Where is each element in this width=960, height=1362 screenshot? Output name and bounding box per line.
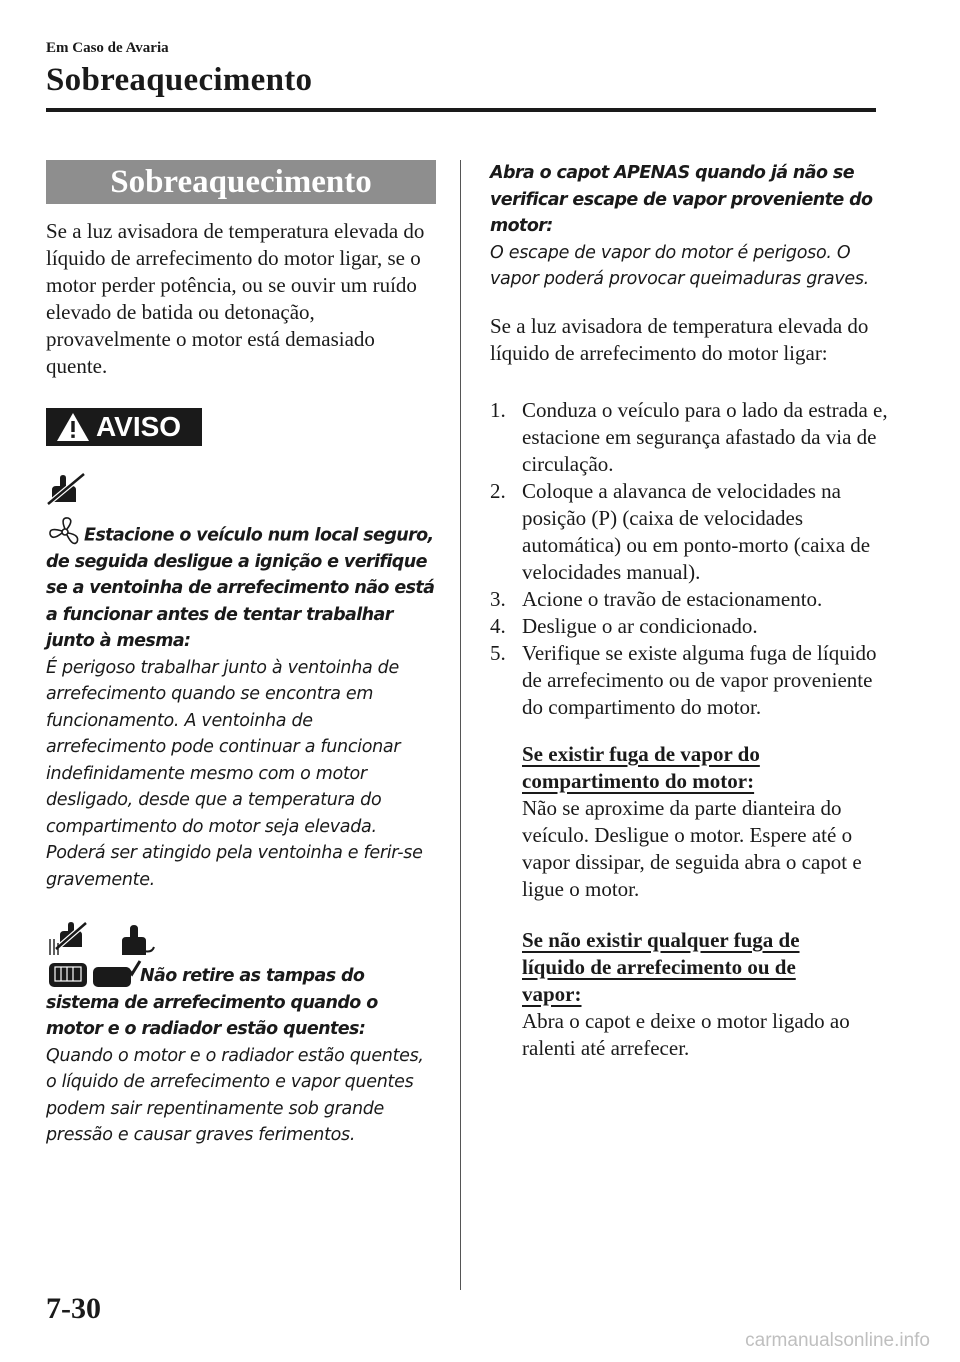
- steam-leak-case: [522, 741, 890, 903]
- no-leak-case: [522, 927, 890, 1062]
- hood-warning-body: O escape de vapor do motor é perigoso. O vapor poderá provocar queimaduras graves.: [490, 242, 869, 289]
- no-leak-title-line1: Se não existir qualquer fuga de: [522, 927, 800, 952]
- step-text: Verifique se existe alguma fuga de líquido de arrefecimento ou de vapor proveniente do compartimento do motor.: [522, 640, 877, 719]
- step-number: 3.: [490, 586, 506, 611]
- fan-warning-body: É perigoso trabalhar junto à ventoinha de arrefecimento quando se encontra em funcionamento. A ventoinha de arrefecimento pode continuar a funcionar indefinidamente mesmo com o motor desligado, desde que a temperatura do compartimento do motor seja elevada. Poderá ser atingido pela ventoinha e ferir-se gravemente.: [46, 657, 423, 890]
- list-item: [490, 613, 890, 640]
- column-divider: [460, 160, 461, 1290]
- watermark: carmanualsonline.info: [745, 1330, 930, 1351]
- cooling-fan-icon: [46, 515, 84, 549]
- cap-warning-block: [46, 921, 436, 1149]
- hood-warning-block: [490, 160, 890, 293]
- steam-leak-title-line1: Se existir fuga de vapor do: [522, 741, 760, 766]
- left-column: [46, 160, 436, 1149]
- no-hand-radiator-icon: [46, 921, 90, 961]
- steam-leak-title: [522, 741, 890, 795]
- step-text: Conduza o veículo para o lado da estrada e, estacione em segurança afastado da via de circulação.: [522, 397, 888, 476]
- cool-radiator-check-icon: [90, 959, 142, 989]
- steps-intro: Se a luz avisadora de temperatura elevada do líquido de arrefecimento do motor ligar:: [490, 313, 869, 365]
- no-leak-title-line2: líquido de arrefecimento ou de: [522, 954, 796, 979]
- steam-leak-title-line2: compartimento do motor:: [522, 768, 755, 793]
- warning-badge: [46, 408, 202, 446]
- section-banner: Sobreaquecimento: [46, 160, 436, 204]
- step-number: 2.: [490, 478, 506, 503]
- list-item: [490, 478, 890, 586]
- no-leak-title: [522, 927, 890, 1008]
- page-number: 7-30: [46, 1292, 101, 1325]
- open-cap-hand-icon: [114, 921, 158, 961]
- list-item: [490, 586, 890, 613]
- cap-warning-heading: Não retire as tampas do sistema de arrefecimento quando o motor e o radiador estão quentes:: [46, 966, 378, 1039]
- intro-paragraph: Se a luz avisadora de temperatura elevada do líquido de arrefecimento do motor ligar, se o motor perder potência, ou se ouvir um ruído elevado de batida ou detonação, provavelmente o motor está demasiado quente.: [46, 219, 425, 378]
- steam-leak-body: Não se aproxime da parte dianteira do veículo. Desligue o motor. Espere até o vapor dissipar, de seguida abra o capot e ligue o motor.: [522, 795, 862, 901]
- warning-label: AVISO: [96, 411, 182, 442]
- list-item: [490, 640, 890, 721]
- step-text: Coloque a alavanca de velocidades na posição (P) (caixa de velocidades automática) ou em ponto-morto (caixa de velocidades manual).: [522, 478, 871, 584]
- fan-warning-heading: Estacione o veículo num local seguro, de seguida desligue a ignição e verifique se a ventoinha de arrefecimento não está a funcionar antes de tentar trabalhar junto à mesma:: [46, 525, 435, 651]
- list-item: [490, 397, 890, 478]
- no-hand-icon: [46, 472, 86, 506]
- hood-warning-heading: Abra o capot APENAS quando já não se verificar escape de vapor proveniente do motor:: [490, 163, 873, 236]
- right-column: [490, 160, 890, 1062]
- step-number: 5.: [490, 640, 506, 665]
- step-text: Desligue o ar condicionado.: [522, 613, 758, 638]
- fan-warning-block: [46, 472, 436, 893]
- page-title: Sobreaquecimento: [46, 62, 313, 98]
- step-number: 4.: [490, 613, 506, 638]
- steps-list: [490, 397, 890, 721]
- no-leak-title-line3: vapor:: [522, 981, 582, 1006]
- cap-warning-body: Quando o motor e o radiador estão quentes, o líquido de arrefecimento e vapor quentes podem sair repentinamente sob grande pressão e causar graves ferimentos.: [46, 1045, 424, 1145]
- chapter-title: Em Caso de Avaria: [46, 40, 169, 56]
- step-number: 1.: [490, 397, 506, 422]
- hot-radiator-icon: [46, 959, 90, 989]
- step-text: Acione o travão de estacionamento.: [522, 586, 823, 611]
- warning-triangle-icon: [56, 412, 90, 442]
- no-leak-body: Abra o capot e deixe o motor ligado ao ralenti até arrefecer.: [522, 1008, 850, 1060]
- header-rule: [46, 108, 876, 112]
